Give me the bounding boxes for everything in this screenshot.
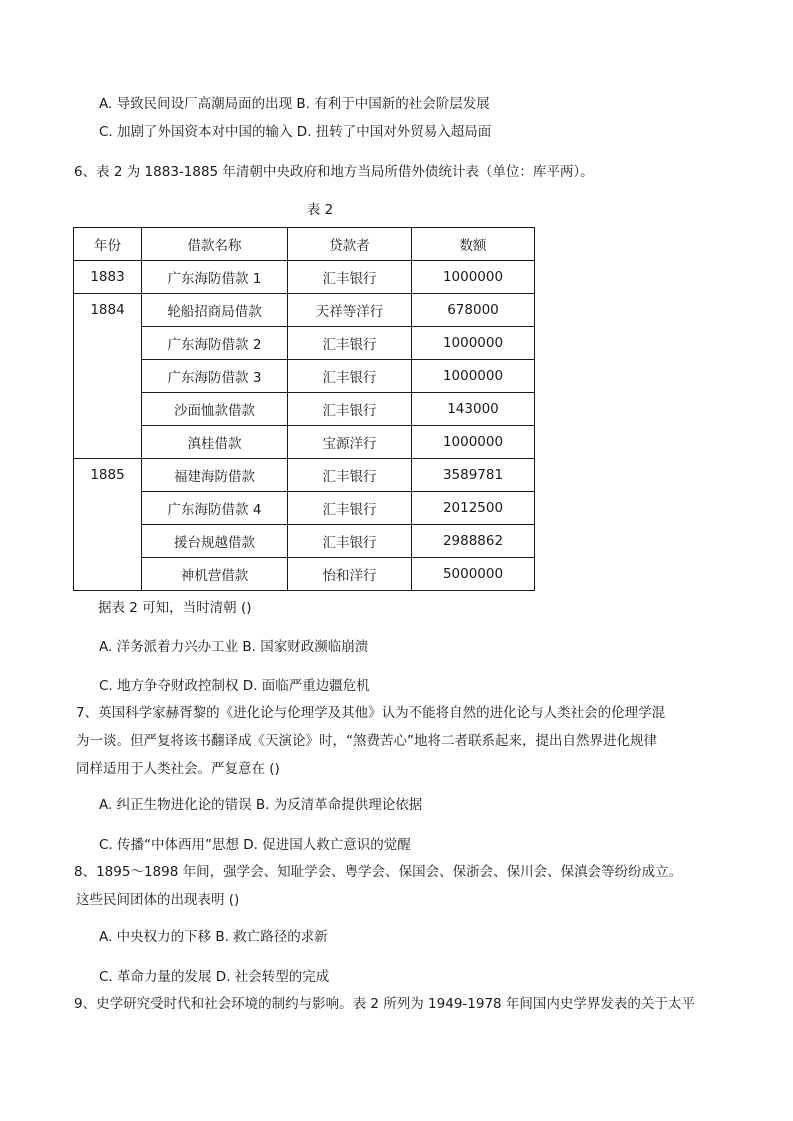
q8-stem-line-1: 8、1895～1898 年间，强学会、知耻学会、粤学会、保国会、保浙会、保川会、保滇会等纷纷成立。 [74, 864, 683, 880]
q7-stem-line-3: 同样适用于人类社会。严复意在 () [76, 761, 280, 777]
amount-cell: 2012500 [412, 492, 535, 525]
amount-cell: 1000000 [412, 327, 535, 360]
q9-stem-line-1: 9、史学研究受时代和社会环境的制约与影响。表 2 所列为 1949-1978 年间国内史学界发表的关于太平 [74, 996, 695, 1012]
table-row [74, 261, 535, 294]
year-cell: 1883 [74, 261, 142, 294]
amount-cell: 2988862 [412, 525, 535, 558]
table-row [74, 525, 535, 558]
loan-name-cell: 滇桂借款 [142, 426, 288, 459]
lender-cell: 汇丰银行 [288, 492, 412, 525]
q6-question: 据表 2 可知，当时清朝 () [98, 600, 252, 616]
loan-name-cell: 神机营借款 [142, 558, 288, 591]
q5-option-line-1: A. 导致民间设厂高潮局面的出现 B. 有利于中国新的社会阶层发展 [99, 96, 490, 112]
table-caption: 表 2 [306, 202, 334, 218]
table-row [74, 393, 535, 426]
amount-cell: 1000000 [412, 360, 535, 393]
loan-name-cell: 沙面恤款借款 [142, 393, 288, 426]
table-row [74, 492, 535, 525]
q7-option-line-1: A. 纠正生物进化论的错误 B. 为反清革命提供理论依据 [99, 797, 423, 813]
lender-cell: 汇丰银行 [288, 327, 412, 360]
lender-cell: 汇丰银行 [288, 525, 412, 558]
loan-name-cell: 广东海防借款 1 [142, 261, 288, 294]
table-row [74, 360, 535, 393]
q7-option-line-2: C. 传播“中体西用”思想 D. 促进国人救亡意识的觉醒 [99, 837, 411, 853]
q6-option-line-1: A. 洋务派着力兴办工业 B. 国家财政濒临崩溃 [99, 639, 369, 655]
header-amount: 数额 [412, 228, 535, 261]
lender-cell: 汇丰银行 [288, 360, 412, 393]
loan-name-cell: 援台规越借款 [142, 525, 288, 558]
lender-cell: 汇丰银行 [288, 459, 412, 492]
amount-cell: 143000 [412, 393, 535, 426]
table-row [74, 459, 535, 492]
table-row [74, 426, 535, 459]
loan-table [73, 227, 535, 591]
header-lender: 贷款者 [288, 228, 412, 261]
q8-stem-line-2: 这些民间团体的出现表明 () [76, 892, 240, 908]
table-row [74, 294, 535, 327]
q7-stem-line-1: 7、英国科学家赫胥黎的《进化论与伦理学及其他》认为不能将自然的进化论与人类社会的伦理学混 [76, 705, 666, 721]
year-cell: 1884 [74, 294, 142, 459]
table-row [74, 558, 535, 591]
q6-stem: 6、表 2 为 1883-1885 年清朝中央政府和地方当局所借外债统计表（单位：库平两）。 [74, 164, 594, 180]
loan-name-cell: 轮船招商局借款 [142, 294, 288, 327]
table-row [74, 327, 535, 360]
lender-cell: 怡和洋行 [288, 558, 412, 591]
q8-option-line-2: C. 革命力量的发展 D. 社会转型的完成 [99, 969, 330, 985]
year-cell: 1885 [74, 459, 142, 591]
lender-cell: 天祥等洋行 [288, 294, 412, 327]
amount-cell: 1000000 [412, 261, 535, 294]
q7-stem-line-2: 为一谈。但严复将该书翻译成《天演论》时，“煞费苦心”地将二者联系起来，提出自然界进化规律 [76, 733, 657, 749]
table-header-row [74, 228, 535, 261]
loan-name-cell: 福建海防借款 [142, 459, 288, 492]
amount-cell: 3589781 [412, 459, 535, 492]
loan-name-cell: 广东海防借款 4 [142, 492, 288, 525]
q6-option-line-2: C. 地方争夺财政控制权 D. 面临严重边疆危机 [99, 678, 370, 694]
lender-cell: 汇丰银行 [288, 393, 412, 426]
amount-cell: 678000 [412, 294, 535, 327]
lender-cell: 宝源洋行 [288, 426, 412, 459]
q8-option-line-1: A. 中央权力的下移 B. 救亡路径的求新 [99, 929, 328, 945]
header-loan-name: 借款名称 [142, 228, 288, 261]
amount-cell: 1000000 [412, 426, 535, 459]
loan-name-cell: 广东海防借款 2 [142, 327, 288, 360]
loan-name-cell: 广东海防借款 3 [142, 360, 288, 393]
q5-option-line-2: C. 加剧了外国资本对中国的输入 D. 扭转了中国对外贸易入超局面 [99, 124, 492, 140]
header-year: 年份 [74, 228, 142, 261]
lender-cell: 汇丰银行 [288, 261, 412, 294]
amount-cell: 5000000 [412, 558, 535, 591]
